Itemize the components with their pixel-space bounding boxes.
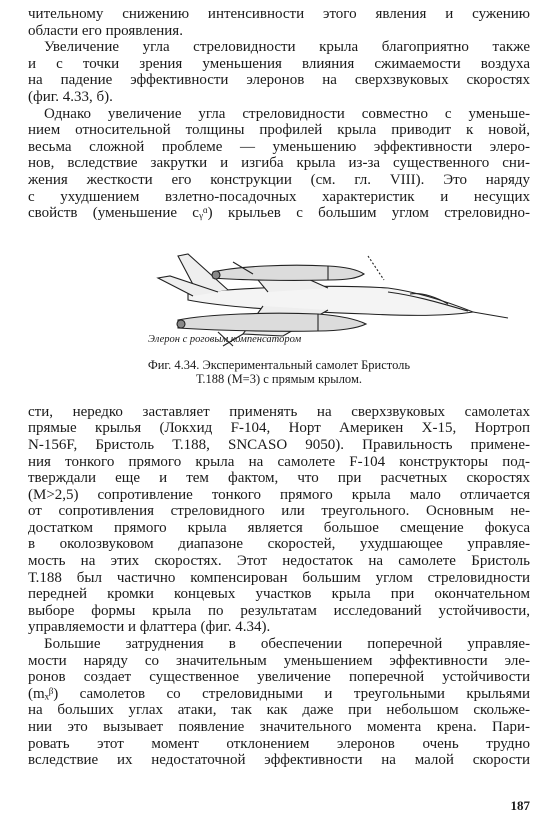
text-line: чительному снижению интенсивности этого явления и сужению [28, 6, 530, 22]
text-line: управляемости и флаттера (фиг. 4.34). [28, 619, 271, 636]
caption-line: Фиг. 4.34. Экспериментальный самолет Бристоль [147, 357, 411, 372]
caption-line: Т.188 (М=3) с прямым крылом. [196, 371, 362, 386]
text-line: ронов создает существенное увеличение поперечной устойчивости [28, 669, 530, 686]
paragraph-2 [28, 39, 530, 105]
text-line: области его проявления. [28, 22, 183, 39]
text-line: ния тонкого прямого крыла на самолете F-104 конструкторы под- [28, 453, 530, 470]
text-line: Т.188 был частично компенсирован большим углом стреловидности [28, 569, 530, 586]
text-line: от сопротивления стреловидного или треугольного. Основным не- [28, 503, 530, 520]
text-line: мость на этих скоростях. Этот недостаток на самолете Бристоль [28, 553, 530, 570]
text-line: (M>2,5) сопротивление тонкого прямого крыла мало отличается [28, 486, 530, 503]
text-line: на больших углах атаки, так как даже при небольшом скольже- [28, 702, 530, 719]
text-line: в околозвуковом диапазоне скоростей, ухудшающее управляе- [28, 536, 530, 553]
paragraph-3 [28, 106, 530, 222]
text-line: (mₓᵝ) самолетов со стреловидными и треугольными крыльями [28, 685, 530, 702]
text-line: Однако увеличение угла стреловидности совместно с уменьше- [44, 105, 530, 122]
text-line: достатком прямого крыла является большое смещение фокуса [28, 519, 530, 536]
text-line: с ухудшением взлетно-посадочных характеристик и несущих [28, 188, 530, 205]
text-line: нов, вследствие закрутки и изгиба крыла из-за существенного сни- [28, 155, 530, 172]
text-line: (фиг. 4.33, б). [28, 88, 113, 105]
paragraph-4 [28, 404, 530, 636]
text-line: вследствие их недостаточной эффективности на малой скорости [28, 752, 530, 769]
text-line: нии это вызывает появление значительного момента крена. Пари- [28, 719, 530, 735]
text-line: Увеличение угла стреловидности крыла благоприятно также [44, 39, 530, 56]
figure-aircraft [28, 236, 530, 356]
text-line: на падение эффективности элеронов на сверхзвуковых скоростях [28, 72, 530, 89]
text-line: передней кромки концевых участков крыла при окончательном [28, 586, 530, 603]
text-line: свойств (уменьшение cᵧᵅ) крыльев с большим углом стреловидно- [28, 205, 530, 222]
text-line: тверждали еще и тем фактом, что при расчетных скоростях [28, 470, 530, 487]
text-line: весьма сложной проблеме — уменьшению эффективности элеро- [28, 138, 530, 155]
figure-label: Элерон с роговым компенсатором [148, 333, 302, 345]
paragraph-1 [28, 6, 530, 39]
paragraph-5 [28, 636, 530, 769]
text-line: и с точки зрения уменьшения влияния сжимаемости воздуха [28, 55, 530, 72]
figure-caption [28, 358, 530, 386]
text-line: мости наряду со значительным уменьшением эффективности эле- [28, 652, 530, 669]
text-line: ровать этот момент отклонением элеронов очень трудно [28, 735, 530, 752]
text-line: выборе формы крыла по результатам исследований устойчивости, [28, 602, 530, 619]
text-line: жения жесткости его конструкции (см. гл. VIII). Это наряду [28, 171, 530, 188]
page-body [28, 6, 530, 769]
text-line: N-156F, Бристоль Т.188, SNCASO 9050). Правильность примене- [28, 436, 530, 453]
text-line: сти, нередко заставляет применять на сверхзвуковых самолетах [28, 403, 530, 420]
page-number: 187 [510, 798, 530, 813]
text-line: нием относительной толщины профилей крыла приводит к новой, [28, 122, 530, 139]
text-line: прямые крылья (Локхид F-104, Норт Америкен Х-15, Нортроп [28, 420, 530, 437]
text-line: Большие затруднения в обеспечении поперечной управляе- [44, 636, 530, 653]
